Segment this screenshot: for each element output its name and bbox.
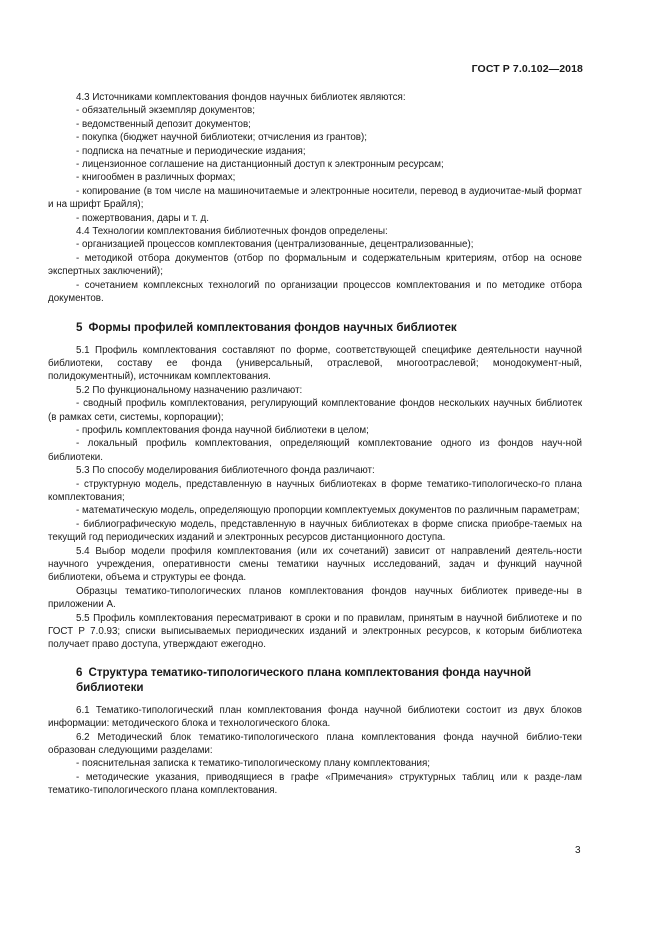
section-5-number: 5 [76, 320, 83, 334]
paragraph-group-4 [48, 91, 582, 306]
list-item: - сочетанием комплексных технологий по организации процессов комплектования и по методике отбора документов. [48, 279, 582, 305]
list-item: - копирование (в том числе на машиночитаемые и электронные носители, перевод в аудиочитае-мый формат и на шрифт Брайля); [48, 185, 582, 211]
list-item: - структурную модель, представленную в научных библиотеках в форме тематико-типологическо-го плана комплектования; [48, 478, 582, 503]
paragraph-samples: Образцы тематико-типологических планов комплектования фондов научных библиотек приведе-ны в приложении А. [48, 585, 582, 611]
paragraph-4-3: 4.3 Источниками комплектования фондов научных библиотек являются: [76, 92, 406, 103]
page-number: 3 [575, 845, 581, 856]
paragraph-5-2: 5.2 По функциональному назначению различают: [76, 384, 303, 396]
list-item: - сводный профиль комплектования, регулирующий комплектование фондов нескольких научных библиотек (в рамках сети, системы, корпорации); [48, 398, 582, 423]
list-item: - организацией процессов комплектования (централизованные, децентрализованные); [76, 239, 474, 251]
list-item: - локальный профиль комплектования, определяющий комплектование одного из фондов науч-ной библиотеки. [48, 438, 582, 463]
standard-header: ГОСТ Р 7.0.102—2018 [471, 63, 583, 75]
paragraph-group-5 [48, 344, 582, 652]
paragraph-5-3: 5.3 По способу моделирования библиотечного фонда различают: [76, 465, 375, 477]
list-item: - подписка на печатные и периодические издания; [76, 145, 306, 157]
list-item: - математическую модель, определяющую пропорции комплектуемых документов по различным параметрам; [76, 505, 580, 517]
list-item: - лицензионное соглашение на дистанционный доступ к электронным ресурсам; [76, 159, 444, 171]
paragraph-6-2: 6.2 Методический блок тематико-типологического плана комплектования фонда научной библио-теки образован следующими разделами: [48, 731, 582, 757]
list-item: - ведомственный депозит документов; [76, 118, 251, 130]
section-5-heading [48, 320, 582, 335]
section-6-heading [48, 665, 582, 695]
list-item: - книгообмен в различных формах; [76, 172, 236, 184]
list-item: - профиль комплектования фонда научной библиотеки в целом; [76, 424, 369, 436]
list-item: - методикой отбора документов (отбор по формальным и содержательным критериям, отбор на основе экспертных заключений); [48, 252, 582, 278]
section-5-title: Формы профилей комплектования фондов научных библиотек [88, 320, 457, 334]
section-6-number: 6 [76, 665, 83, 679]
paragraph-4-4: 4.4 Технологии комплектования библиотечных фондов определены: [76, 226, 388, 238]
paragraph-5-5: 5.5 Профиль комплектования пересматривают в сроки и по правилам, принятым в научной библиотеке и по ГОСТ Р 7.0.93; списки выписываемых периодических изданий и электронных ресурсов, к которым библиотека получает право доступа, утверждают ежегодно. [48, 612, 582, 651]
list-item: - методические указания, приводящиеся в графе «Примечания» структурных таблиц или к разде-лам тематико-типологического плана комплектования. [48, 771, 582, 797]
paragraph-6-1: 6.1 Тематико-типологический план комплектования фонда научной библиотеки состоит из двух блоков информации: методического блока и технологического блока. [48, 704, 582, 730]
list-item: - библиографическую модель, представленную в научных библиотеках в форме списка приобре-таемых на текущий год периодических изданий и электронных ресурсов дистанционного доступа. [48, 518, 582, 544]
list-item: - пояснительная записка к тематико-типологическому плану комплектования; [76, 758, 430, 770]
section-6-title: Структура тематико-типологического плана комплектования фонда научной библиотеки [76, 665, 532, 694]
list-item: - покупка (бюджет научной библиотеки; отчисления из грантов); [76, 132, 367, 144]
paragraph-5-4: 5.4 Выбор модели профиля комплектования (или их сочетаний) зависит от направлений деятель-ности научного учреждения, оперативности смены тематики научных исследований, задач и функций научной библиотеки, объема и структуры ее фонда. [48, 545, 582, 584]
paragraph-group-6 [48, 704, 582, 798]
list-item: - обязательный экземпляр документов; [76, 105, 255, 117]
document-body [48, 91, 582, 798]
paragraph-5-1: 5.1 Профиль комплектования составляют по форме, соответствующей специфике деятельности научной библиотеки, составу ее фонда (универсальный, отраслевой, многоотраслевой; монодокумент-ный, полидокументный), источникам комплектования. [48, 344, 582, 383]
list-item: - пожертвования, дары и т. д. [76, 212, 209, 224]
